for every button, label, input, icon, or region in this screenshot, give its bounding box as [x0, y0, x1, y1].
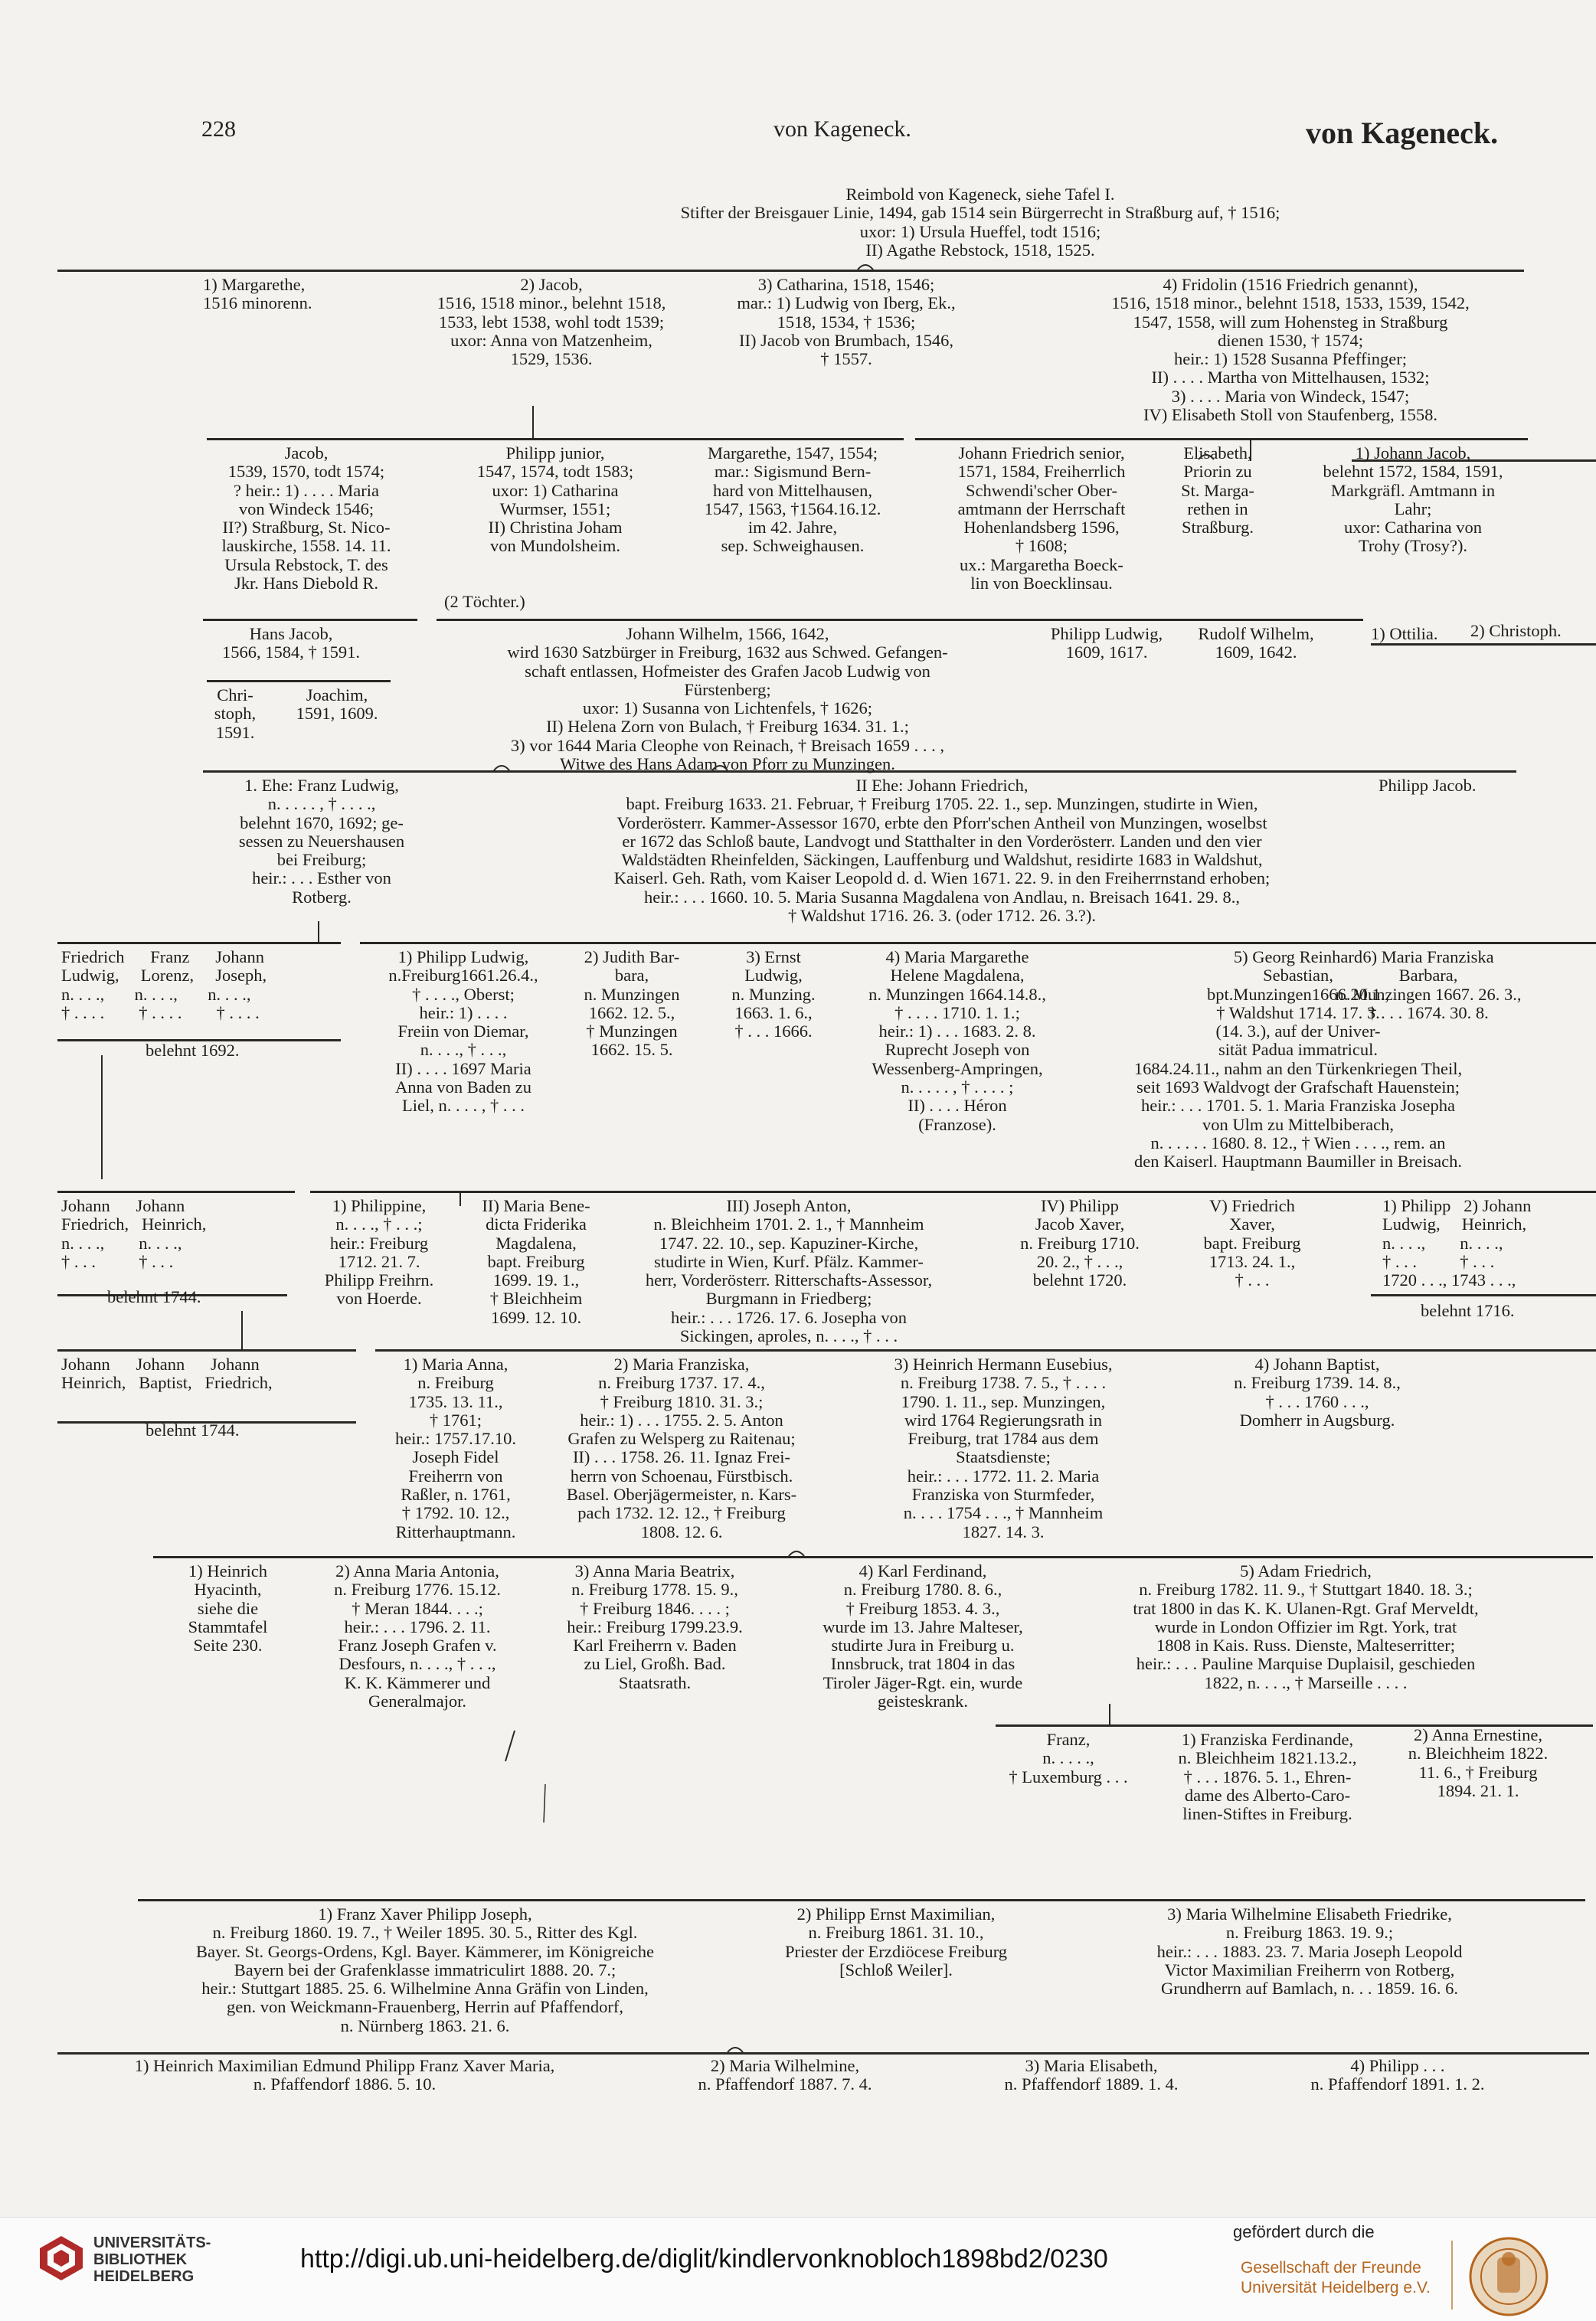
- entry-anna-maria-antonia: 2) Anna Maria Antonia, n. Freiburg 1776. 15.12. † Meran 1844. . . .; heir.: . . . 1796. 2. 11. Franz Joseph Grafen v. Desfours, n. . . ., † . . ., K. K. Kämmerer und Generalmajor.: [334, 1561, 501, 1711]
- entry-franz-ludwig: 1. Ehe: Franz Ludwig, n. . . . . , † . . . ., belehnt 1670, 1692; ge- sessen zu Neuershausen bei Freiburg; heir.: . . . Esther von Rotberg.: [238, 776, 405, 907]
- entry-maria-wilhelmine-g10: 3) Maria Wilhelmine Elisabeth Friedrike, n. Freiburg 1863. 19. 9.; heir.: . . . 1883. 23. 7. Maria Joseph Leopold Victor Maximilian Freiherrn von Rotberg, Grundherrn auf Bamlach, n. . . 1859. 16. 6.: [1156, 1904, 1463, 1999]
- entry-joachim: Joachim, 1591, 1609.: [296, 685, 378, 724]
- entry-georg-reinhard: 5) Georg Reinhard Sebastian, bpt.Munzingen1666.20.1., † Waldshut 1714. 17. 3. (14. 3.), auf der Univer- sität Padua immatricul. 1684.24.11., nahm an den Türkenkriegen Theil, seit 1693 Waldvogt der Grafschaft Hauenstein; heir.: . . . 1701. 5. 1. Maria Franziska Josepha von Ulm zu Mittelbiberach, n. . . . . . 1680. 8. 12., † Wien . . . ., rem. an den Kaiserl. Hauptmann Baumiller in Breisach.: [1133, 947, 1463, 1172]
- entry-philipp-ludwig-g3: Philipp Ludwig, 1609, 1617.: [1050, 624, 1163, 662]
- entry-maria-elisabeth: 3) Maria Elisabeth, n. Pfaffendorf 1889. 1. 4.: [1004, 2056, 1179, 2094]
- entry-g5-left: Friedrich Franz Johann Ludwig, Lorenz, Joseph, n. . . ., n. . . ., n. . . ., † . . . . † . . . . † . . . .: [61, 947, 267, 1022]
- entry-franziska-ferdinande: 1) Franziska Ferdinande, n. Bleichheim 1821.13.2., † . . . 1876. 5. 1., Ehren- dame des Alberto-Caro- linen-Stiftes in Freiburg.: [1178, 1730, 1357, 1824]
- entry-g7-left-belehnt: belehnt 1744.: [146, 1420, 240, 1440]
- entry-maria-benedicta: II) Maria Bene- dicta Friderika Magdalena, bapt. Freiburg 1699. 19. 1., † Bleichheim 1699. 12. 10.: [482, 1196, 590, 1327]
- entry-johann-wilhelm: Johann Wilhelm, 1566, 1642, wird 1630 Satzbürger in Freiburg, 1632 aus Schwed. Gefangen- schaft entlassen, Hofmeister des Grafen Jacob Ludwig von Fürstenberg; uxor: 1) Susanna von Lichtenfels, † 1626; II) Helena Zorn von Bulach, † Freiburg 1634. 31. 1.; 3) vor 1644 Maria Cleophe von Reinach, † Breisach 1659 . . . , Witwe des Hans Adam von Pforr zu Munzingen.: [507, 624, 948, 774]
- entry-catharina: 3) Catharina, 1518, 1546; mar.: 1) Ludwig von Iberg, Ek., 1518, 1534, † 1536; II) Jacob von Brumbach, 1546, † 1557.: [737, 275, 956, 369]
- entry-maria-franziska-g7: 2) Maria Franziska, n. Freiburg 1737. 17. 4., † Freiburg 1810. 31. 3.; heir.: 1) . . . 1755. 2. 5. Anton Grafen zu Welsperg zu Raitenau; II) . . . 1758. 26. 11. Ignaz Frei- herrn von Schoenau, Fürstbisch. Basel. Oberjägermeister, n. Kars- pach 1732. 12. 12., † Freiburg 1808. 12. 6.: [566, 1355, 797, 1541]
- root-entry: Reimbold von Kageneck, siehe Tafel I. Stifter der Breisgauer Linie, 1494, gab 1514 sein Bürgerrecht in Straßburg auf, † 1516; uxor: 1) Ursula Hueffel, todt 1516; II) Agathe Rebstock, 1518, 1525.: [680, 185, 1280, 260]
- university-logo-icon: [37, 2233, 86, 2282]
- entry-friedrich-xaver: V) Friedrich Xaver, bapt. Freiburg 1713. 24. 1., † . . .: [1203, 1196, 1301, 1290]
- page-number: 228: [201, 116, 236, 142]
- entry-rudolf-wilhelm: Rudolf Wilhelm, 1609, 1642.: [1198, 624, 1314, 662]
- sponsor-label: gefördert durch die: [1233, 2222, 1375, 2241]
- entry-philipp-jacob: Philipp Jacob.: [1379, 776, 1477, 795]
- entry-jacob-g2: Jacob, 1539, 1570, todt 1574; ? heir.: 1) . . . . Maria von Windeck 1546; II?) Straßburg, St. Nico- lauskirche, 1558. 14. 11. Ursula Rebstock, T. des Jkr. Hans Diebold R.: [221, 443, 391, 593]
- running-head-bold: von Kageneck.: [1306, 116, 1499, 150]
- entry-heinrich-hyacinth: 1) Heinrich Hyacinth, siehe die Stammtafel Seite 230.: [188, 1561, 268, 1656]
- entry-maria-wilhelmine-g11: 2) Maria Wilhelmine, n. Pfaffendorf 1887. 7. 4.: [698, 2056, 872, 2094]
- entry-philipp-junior: Philipp junior, 1547, 1574, todt 1583; uxor: 1) Catharina Wurmser, 1551; II) Christina Joham von Mundolsheim.: [476, 443, 634, 556]
- entry-g6-right-belehnt: belehnt 1716.: [1421, 1301, 1515, 1320]
- entry-philipp-xaver: IV) Philipp Jacob Xaver, n. Freiburg 1710. 20. 2., † . . ., belehnt 1720.: [1020, 1196, 1140, 1290]
- entry-maria-franziska-g5: 6) Maria Franziska Barbara, n. Munzingen 1667. 26. 3., † . . . 1674. 30. 8.: [1335, 947, 1522, 1022]
- entry-maria-margarethe: 4) Maria Margarethe Helene Magdalena, n. Munzingen 1664.14.8., † . . . . 1710. 1. 1.; heir.: 1) . . . 1683. 2. 8. Ruprecht Joseph von Wessenberg-Ampringen, n. . . . . , † . . . . ; II) . . . . Héron (Franzose).: [868, 947, 1046, 1134]
- entry-judith: 2) Judith Bar- bara, n. Munzingen 1662. 12. 5., † Munzingen 1662. 15. 5.: [584, 947, 680, 1060]
- logo-line-3: HEIDELBERG: [93, 2268, 195, 2285]
- seal-icon: [1467, 2234, 1551, 2319]
- entry-philipp-ernst: 2) Philipp Ernst Maximilian, n. Freiburg 1861. 31. 10., Priester der Erzdiöcese Freiburg [Schloß Weiler].: [784, 1904, 1008, 1979]
- entry-ernst: 3) Ernst Ludwig, n. Munzing. 1663. 1. 6., † . . . 1666.: [731, 947, 816, 1041]
- entry-g5-left-belehnt: belehnt 1692.: [146, 1041, 240, 1060]
- footer-divider: [1451, 2241, 1453, 2310]
- entry-christoph: 2) Christoph.: [1470, 621, 1562, 640]
- entry-christoph-g4: Chri- stoph, 1591.: [214, 685, 257, 742]
- entry-fridolin: 4) Fridolin (1516 Friedrich genannt), 1516, 1518 minor., belehnt 1518, 1533, 1539, 1542, 1547, 1558, will zum Hohensteg in Straßburg dienen 1530, † 1574; heir.: 1) 1528 Susanna Pfeffinger; II) . . . . Martha von Mittelhausen, 1532; 3) . . . . Maria von Windeck, 1547; IV) Elisabeth Stoll von Staufenberg, 1558.: [1111, 275, 1470, 425]
- entry-anna-ernestine: 2) Anna Ernestine, n. Bleichheim 1822. 11. 6., † Freiburg 1894. 21. 1.: [1408, 1725, 1549, 1800]
- entry-franz-g9: Franz, n. . . . ., † Luxemburg . . .: [1009, 1730, 1128, 1787]
- entry-g6-right: 1) Philipp 2) Johann Ludwig, Heinrich, n. . . ., n. . . ., † . . . † . . . 1720 . . ., 1743 . . .,: [1382, 1196, 1532, 1290]
- entry-g7-left: Johann Johann Johann Heinrich, Baptist, Friedrich,: [61, 1355, 273, 1393]
- entry-anna-maria-beatrix: 3) Anna Maria Beatrix, n. Freiburg 1778. 15. 9., † Freiburg 1846. . . . ; heir.: Freiburg 1799.23.9. Karl Freiherrn v. Baden zu Liel, Großh. Bad. Staatsrath.: [567, 1561, 743, 1692]
- entry-philippine: 1) Philippine, n. . . ., † . . .; heir.: Freiburg 1712. 21. 7. Philipp Freihrn. von Hoerde.: [324, 1196, 434, 1309]
- logo-line-1: UNIVERSITÄTS-: [93, 2234, 211, 2251]
- entry-margarethe: 1) Margarethe, 1516 minorenn.: [203, 275, 312, 313]
- entry-g6-left: Johann Johann Friedrich, Heinrich, n. . . ., n. . . ., † . . . † . . .: [61, 1196, 207, 1271]
- entry-karl-ferdinand: 4) Karl Ferdinand, n. Freiburg 1780. 8. 6., † Freiburg 1853. 4. 3., wurde im 13. Jahre Malteser, studirte Jura in Freiburg u. Innsbruck, trat 1804 in das Tiroler Jäger-Rgt. ein, wurde geisteskrank.: [823, 1561, 1023, 1711]
- entry-elisabeth: Elisabeth, Priorin zu St. Marga- rethen in Straßburg.: [1181, 443, 1254, 538]
- entry-toechter: (2 Töchter.): [444, 592, 525, 611]
- sponsor-line-1: Gesellschaft der Freunde: [1241, 2259, 1421, 2277]
- permalink-url[interactable]: http://digi.ub.uni-heidelberg.de/diglit/kindlervonknobloch1898bd2/0230: [300, 2244, 1108, 2274]
- entry-g6-left-belehnt: belehnt 1744.: [107, 1287, 201, 1306]
- entry-philipp-g11: 4) Philipp . . . n. Pfaffendorf 1891. 1. 2.: [1310, 2056, 1485, 2094]
- logo-line-2: BIBLIOTHEK: [93, 2251, 188, 2268]
- digitization-footer: [0, 2217, 1596, 2321]
- entry-adam-friedrich: 5) Adam Friedrich, n. Freiburg 1782. 11. 9., † Stuttgart 1840. 18. 3.; trat 1800 in das K. K. Ulanen-Rgt. Graf Merveldt, wurde in London Offizier im Rgt. York, trat 1808 in Kais. Russ. Dienste, Malteserritter; heir.: . . . Pauline Marquise Duplaisil, geschieden 1822, n. . . ., † Marseille . . . .: [1133, 1561, 1479, 1692]
- entry-joseph-anton: III) Joseph Anton, n. Bleichheim 1701. 2. 1., † Mannheim 1747. 22. 10., sep. Kapuziner-Kirche, studirte in Wien, Kurf. Pfälz. Kammer- herr, Vorderösterr. Ritterschafts-Assessor, Burgmann in Friedberg; heir.: . . . 1726. 17. 6. Josepha von Sickingen, aproles, n. . . ., † . . .: [645, 1196, 933, 1346]
- entry-maria-anna: 1) Maria Anna, n. Freiburg 1735. 13. 11., † 1761; heir.: 1757.17.10. Joseph Fidel Freiherrn von Raßler, n. 1761, † 1792. 10. 12., Ritterhauptmann.: [394, 1355, 517, 1541]
- entry-johann-friedrich-g4: II Ehe: Johann Friedrich, bapt. Freiburg 1633. 21. Februar, † Freiburg 1705. 22. 1., sep. Munzingen, studirte in Wien, Vorderösterr. Kammer-Assessor 1670, erbte den Pforr'schen Antheil von Munzingen, woselbst er 1672 das Schloß baute, Landvogt und Statthalter in den Vorderösterr. Landen und den vier Waldstädten Rheinfelden, Säckingen, Lauffenburg und Waldshut, residirte 1683 in Waldshut, Kaiserl. Geh. Rath, vom Kaiser Leopold d. d. Wien 1671. 22. 9. in den Freiherrnstand erhoben; heir.: . . . 1660. 10. 5. Maria Susanna Magdalena von Andlau, n. Breisach 1641. 29. 8., † Waldshut 1716. 26. 3. (oder 1712. 26. 3.?).: [613, 776, 1271, 926]
- entry-hans-jacob: Hans Jacob, 1566, 1584, † 1591.: [222, 624, 360, 662]
- entry-johann-jacob: 1) Johann Jacob, belehnt 1572, 1584, 1591, Markgräfl. Amtmann in Lahr; uxor: Catharina von Trohy (Trosy?).: [1323, 443, 1503, 556]
- entry-jacob: 2) Jacob, 1516, 1518 minor., belehnt 1518, 1533, lebt 1538, wohl todt 1539; uxor: Anna von Matzenheim, 1529, 1536.: [437, 275, 666, 369]
- sponsor-line-2: Universität Heidelberg e.V.: [1241, 2279, 1431, 2296]
- entry-margarethe-g2: Margarethe, 1547, 1554; mar.: Sigismund Bern- hard von Mittelhausen, 1547, 1563, †1564.16.12. im 42. Jahre, sep. Schweighausen.: [704, 443, 881, 556]
- running-head: von Kageneck.: [773, 116, 911, 142]
- entry-johann-friedrich-senior: Johann Friedrich senior, 1571, 1584, Freiherrlich Schwendi'scher Ober- amtmann der Herrschaft Hohenlandsberg 1596, † 1608; ux.: Margaretha Boeck- lin von Boecklinsau.: [957, 443, 1126, 593]
- entry-ottilia: 1) Ottilia.: [1371, 624, 1438, 643]
- entry-johann-baptist: 4) Johann Baptist, n. Freiburg 1739. 14. 8., † . . . 1760 . . ., Domherr in Augsburg.: [1234, 1355, 1401, 1430]
- entry-heinrich-hermann: 3) Heinrich Hermann Eusebius, n. Freiburg 1738. 7. 5., † . . . . 1790. 1. 11., sep. Munzingen, wird 1764 Regierungsrath in Freiburg, trat 1784 aus dem Staatsdienste; heir.: . . . 1772. 11. 2. Maria Franziska von Sturmfeder, n. . . . 1754 . . ., † Mannheim 1827. 14. 3.: [894, 1355, 1113, 1541]
- entry-heinrich-maximilian: 1) Heinrich Maximilian Edmund Philipp Franz Xaver Maria, n. Pfaffendorf 1886. 5. 10.: [134, 2056, 555, 2094]
- entry-franz-xaver: 1) Franz Xaver Philipp Joseph, n. Freiburg 1860. 19. 7., † Weiler 1895. 30. 5., Ritter des Kgl. Bayer. St. Georgs-Ordens, Kgl. Bayer. Kämmerer, im Königreiche Bayern bei der Grafenklasse immatriculirt 1888. 20. 7.; heir.: Stuttgart 1885. 25. 6. Wilhelmine Anna Gräfin von Linden, gen. von Weickmann-Frauenberg, Herrin auf Pfaffendorf, n. Nürnberg 1863. 21. 6.: [196, 1904, 654, 2035]
- entry-philipp-ludwig-g5: 1) Philipp Ludwig, n.Freiburg1661.26.4., † . . . ., Oberst; heir.: 1) . . . . Freiin von Diemar, n. . . ., † . . ., II) . . . . 1697 Maria Anna von Baden zu Liel, n. . . . , † . . .: [388, 947, 538, 1116]
